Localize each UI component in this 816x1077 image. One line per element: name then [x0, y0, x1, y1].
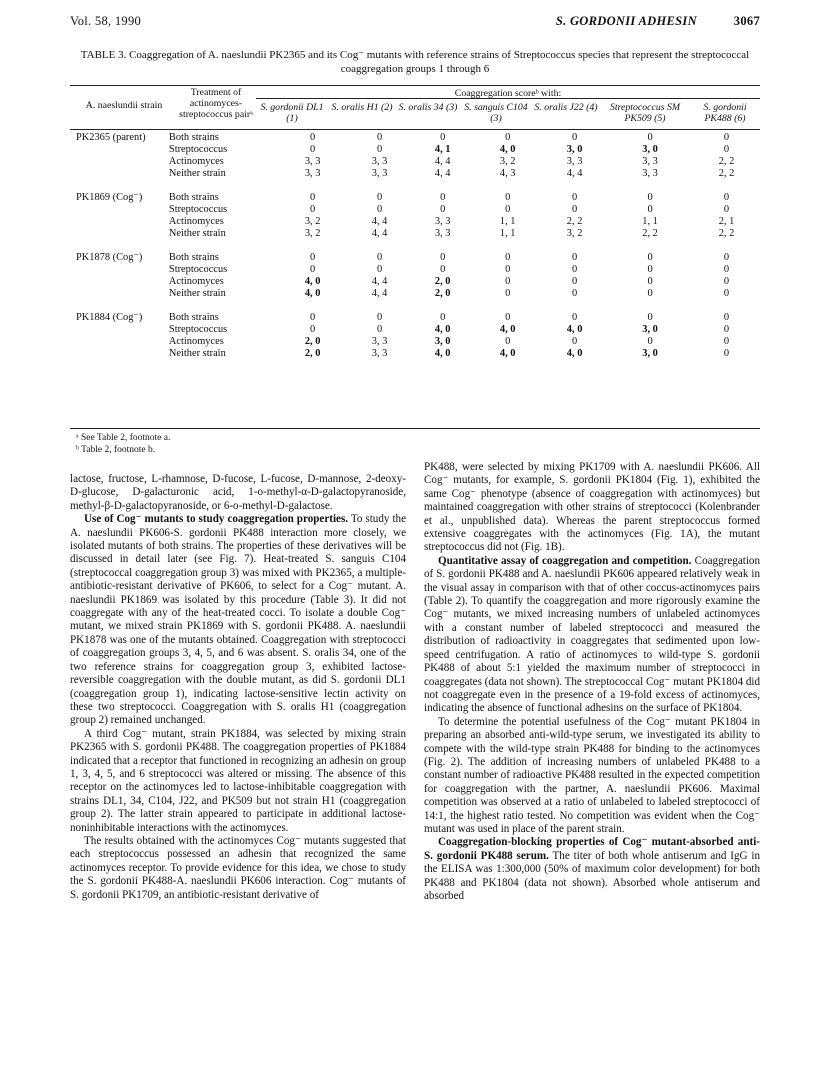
score-column-header: S. oralis H1 (2) [331, 102, 393, 113]
score-cell: 3, 3 [434, 228, 451, 240]
score-cell: 0 [376, 144, 383, 156]
score-cell: 3, 0 [642, 144, 658, 156]
col-strain-header: A. naeslundii strain [85, 100, 163, 111]
score-cell: 3, 2 [566, 228, 583, 240]
score-cell: 4, 0 [434, 347, 451, 359]
table-row [70, 336, 760, 348]
running-header [556, 14, 760, 29]
score-cell: 1, 1 [642, 216, 658, 228]
score-cell: 4, 0 [434, 323, 451, 335]
score-cell: 4, 0 [499, 323, 516, 335]
score-cell: 0 [440, 311, 446, 323]
score-cell: 2, 2 [718, 156, 735, 168]
score-cell: 0 [723, 347, 730, 359]
table-row [70, 288, 760, 300]
score-cell: 0 [310, 191, 316, 203]
table-row [70, 252, 760, 264]
treatment-cell: Streptococcus [168, 263, 228, 275]
score-cell: 0 [572, 132, 578, 143]
paragraph: The results obtained with the actinomyces Cog⁻ mutants suggested that each streptococcus possessed an adhesin that recognized the same actinomyces receptor. To provide evidence for this idea, we chose to study the S. gordonii PK488-A. naeslundii PK606 interaction. Cog⁻ mutants of S. gordonii PK1709, an antibiotic-resistant derivative of [70, 834, 406, 901]
score-cell: 4, 4 [434, 156, 451, 168]
paragraph: lactose, fructose, L-rhamnose, D-fucose, L-fucose, D-mannose, 2-deoxy-D-glucose, D-galacturonic acid, 1-o-methyl-α-D-galactopyranoside, methyl-β-D-galactopyranoside, or 6-o-methyl-D-galactose. [70, 473, 406, 512]
score-cell: 4, 4 [371, 216, 388, 228]
score-column-header: S. oralis J22 (4) [534, 102, 598, 113]
score-cell: 4, 4 [371, 275, 388, 287]
score-cell: 0 [310, 203, 316, 215]
table-bottom-rule [70, 428, 760, 429]
score-cell: 0 [505, 335, 511, 347]
score-cell: 0 [310, 323, 316, 335]
score-cell: 0 [376, 251, 383, 263]
score-cell: 0 [505, 275, 511, 287]
treatment-cell: Actinomyces [168, 156, 224, 168]
score-cell: 0 [572, 311, 578, 323]
running-title: S. GORDONII ADHESIN [555, 14, 697, 28]
score-cell: 0 [723, 203, 730, 215]
score-cell: 0 [647, 203, 653, 215]
page-number: 3067 [733, 14, 760, 28]
score-cell: 2, 1 [718, 216, 735, 228]
treatment-cell: Neither strain [168, 228, 226, 240]
table-row [70, 168, 760, 180]
score-cell: 0 [723, 335, 730, 347]
score-cell: 3, 3 [642, 168, 658, 180]
strain-cell [70, 156, 169, 168]
score-cell: 0 [440, 203, 446, 215]
strain-cell [70, 324, 169, 336]
strain-cell [70, 228, 169, 240]
paragraph: PK488, were selected by mixing PK1709 with A. naeslundii PK606. All Cog⁻ mutants, for example, S. gordonii PK1804 (Fig. 1), exhibited the same Cog⁻ phenotype (absence of coaggregation with actinomyces) but maintained coaggregation with other strains of streptococci (Kolenbrander et al., unpublished data). Whereas the parent streptococcus formed extensive coaggregates with the actinomyces (Fig. 1A), the mutant streptococcus did not (Fig. 1B). [424, 461, 760, 554]
score-cell: 0 [376, 323, 383, 335]
score-cell: 0 [647, 263, 653, 275]
score-cell: 2, 0 [434, 288, 451, 300]
score-cell: 4, 0 [566, 323, 583, 335]
score-cell: 4, 0 [304, 288, 321, 300]
treatment-cell: Both strains [168, 311, 219, 323]
score-cell: 2, 0 [304, 335, 321, 347]
score-cell: 1, 1 [499, 216, 516, 228]
score-cell: 0 [723, 323, 730, 335]
strain-cell: PK1884 (Cog⁻) [76, 311, 143, 323]
score-cell: 0 [572, 251, 578, 263]
treatment-cell: Both strains [168, 132, 219, 143]
table-row [70, 144, 760, 156]
table-row [70, 204, 760, 216]
score-cell: 4, 1 [434, 144, 451, 156]
paragraph: To determine the potential usefulness of the Cog⁻ mutant PK1804 in preparing an absorbed anti-wild-type serum, we investigated its ability to compete with the wild-type strain PK488 for binding to the actinomyces (Fig. 2). The addition of increasing numbers of unlabeled PK488 to a constant number of radioactive PK488 resulted in the expected competition for coaggregation with the partner, A. naeslundii PK606. Maximal competition was observed at a ratio of unlabeled to labeled streptococci of 14:1, the highest ratio tested. No competition was evident when the Cog⁻ mutant was used in place of the parent strain. [424, 715, 760, 835]
score-cell: 3, 0 [434, 335, 451, 347]
score-cell: 0 [723, 311, 730, 323]
score-cell: 0 [647, 288, 653, 300]
score-cell: 0 [376, 191, 383, 203]
score-cell: 0 [505, 263, 511, 275]
paragraph: Coaggregation-blocking properties of Cog⁻ mutant-absorbed anti-S. gordonii PK488 serum. The titer of both whole antiserum and IgG in the ELISA was 1:300,000 (50% of maximum color development) for both PK488 and PK1804 (data not shown). Absorbed whole antiserum and absorbed [424, 836, 760, 902]
right-text-column [424, 461, 760, 903]
table-row [70, 228, 760, 240]
score-cell: 0 [723, 288, 730, 300]
score-cell: 3, 3 [434, 216, 451, 228]
score-cell: 4, 4 [566, 168, 583, 180]
score-cell: 0 [647, 191, 653, 203]
score-cell: 0 [647, 275, 653, 287]
paragraph: Use of Cog⁻ mutants to study coaggregation properties. To study the A. naeslundii PK606-S. gordonii PK488 interaction more closely, we isolated mutants of both strains. The properties of these derivatives will be discussed in detail later (see Fig. 7). Heat-treated S. sanguis C104 (streptococcal coaggregation group 3) was mixed with PK2365, a multiple-antibiotic-resistant derivative of PK606, to select for a Cog⁻ mutant. A. naeslundii PK1869 was isolated by this procedure (Table 3). It did not coaggregate with any of the heat-treated cocci. To isolate a double Cog⁻ mutant, we mixed strain PK1869 with S. gordonii PK488. A. naeslundii PK1878 was one of the mutants obtained. Coaggregation with streptococci of coaggregation groups 3, 4, 5, and 6 was absent. S. oralis 34, one of the two reference strains for coaggregation group 3, exhibited lactose-reversible coaggregation with the double mutant, as did S. gordonii DL1 (coaggregation group 1), indicating lactose-sensitive lectin activity on these two streptococci. Coaggregation with S. oralis H1 (coaggregation group 2) remained unchanged. [70, 513, 406, 727]
score-cell: 4, 0 [499, 144, 516, 156]
group-spacer [70, 180, 760, 192]
score-cell: 3, 0 [566, 144, 583, 156]
paragraph: Quantitative assay of coaggregation and competition. Coaggregation of S. gordonii PK488 and A. naeslundii PK606 appeared relatively weak in the visual assay in comparison with that of other coccus-actinomyces pairs (Table 2). To quantify the coaggregation and more rigorously examine the Cog⁻ mutants, we mixed increasing numbers of unlabeled actinomyces with a constant number of labeled streptococci and measured the distribution of radioactivity in coaggregates that sedimented upon low-speed centrifugation. A ratio of actinomyces to wild-type S. gordonii PK488 of about 5:1 yielded the maximum number of streptococci in coaggregates (data not shown). The streptococcal Cog⁻ mutant PK1804 did not coaggregate even in the presence of a 19-fold excess of actinomyces, indicating the absence of functional adhesins on the surface of PK1804. [424, 554, 760, 715]
strain-cell [70, 276, 169, 288]
strain-cell [70, 264, 169, 276]
score-cell: 0 [505, 288, 511, 300]
score-cell: 0 [310, 251, 316, 263]
coaggregation-table [70, 132, 760, 360]
score-cell: 3, 0 [642, 347, 658, 359]
score-cell: 0 [440, 132, 446, 143]
score-cell: 0 [376, 263, 383, 275]
section-heading: Coaggregation-blocking properties of Cog⁻ mutant-absorbed anti-S. gordonii PK488 serum. [424, 836, 760, 862]
score-cell: 3, 3 [371, 156, 388, 168]
table-top-rule [70, 85, 760, 86]
strain-cell: PK1869 (Cog⁻) [76, 191, 143, 203]
score-cell: 1, 1 [499, 228, 516, 240]
score-column-header: S. oralis 34 (3) [398, 102, 458, 113]
score-cell: 3, 3 [371, 347, 388, 359]
paragraph: A third Cog⁻ mutant, strain PK1884, was selected by mixing strain PK2365 with S. gordonii PK488. The coaggregation properties of PK1884 indicated that a receptor that functioned in recognizing an adhesin on group 1, 3, 4, 5, and 6 streptococci was altered or missing. The absence of this receptor on the actinomyces led to lactose-inhibitable coaggregation with strains DL1, 34, C104, J22, and PK509 but not strain H1 (coaggregation group 2). The latter strain appeared to participate in additional lactose-noninhibitable interactions with the actinomyces. [70, 727, 406, 834]
score-cell: 2, 2 [642, 228, 658, 240]
treatment-cell: Streptococcus [168, 203, 228, 215]
table-footnotes [76, 432, 170, 456]
score-cell: 0 [505, 132, 511, 143]
score-cell: 0 [723, 251, 730, 263]
score-cell: 0 [440, 251, 446, 263]
treatment-cell: Neither strain [168, 168, 226, 180]
table-row [70, 264, 760, 276]
table-row [70, 156, 760, 168]
treatment-cell: Actinomyces [168, 216, 224, 228]
score-cell: 2, 2 [718, 228, 735, 240]
score-cell: 2, 2 [566, 216, 583, 228]
score-cell: 0 [440, 263, 446, 275]
score-cell: 3, 2 [499, 156, 516, 168]
treatment-cell: Both strains [168, 191, 219, 203]
score-cell: 2, 2 [718, 168, 735, 180]
score-cell: 0 [647, 132, 653, 143]
treatment-cell: Actinomyces [168, 275, 224, 287]
table-row [70, 324, 760, 336]
score-cell: 4, 4 [434, 168, 451, 180]
strain-cell: PK2365 (parent) [76, 132, 146, 143]
group-spacer [70, 240, 760, 252]
score-cell: 0 [505, 191, 511, 203]
score-cell: 2, 0 [304, 347, 321, 359]
score-column-header: S. sanguis C104 (3) [464, 102, 528, 124]
score-column-header: Streptococcus SM PK509 (5) [609, 102, 681, 124]
score-cell: 4, 3 [499, 168, 516, 180]
col-score-header: Coaggregation scoreᵇ with: [454, 88, 562, 99]
score-cell: 2, 0 [434, 275, 451, 287]
section-heading: Use of Cog⁻ mutants to study coaggregation properties. [84, 513, 349, 526]
table-row [70, 348, 760, 360]
treatment-cell: Neither strain [168, 347, 226, 359]
score-cell: 0 [310, 311, 316, 323]
col-treatment-header: Treatment of actinomyces-streptococcus pairᵃ [179, 87, 253, 120]
score-cell: 4, 0 [304, 275, 321, 287]
score-cell: 0 [505, 251, 511, 263]
score-cell: 0 [310, 132, 316, 143]
strain-cell [70, 336, 169, 348]
score-cell: 3, 0 [642, 323, 658, 335]
table-row [70, 132, 760, 144]
score-cell: 0 [572, 263, 578, 275]
score-cell: 0 [376, 132, 383, 143]
table-row [70, 192, 760, 204]
footnote-b: ᵇ Table 2, footnote b. [76, 445, 156, 455]
score-cell: 0 [723, 144, 730, 156]
strain-cell [70, 348, 169, 360]
score-cell: 3, 3 [304, 168, 321, 180]
score-cell: 0 [647, 251, 653, 263]
score-cell: 0 [310, 263, 316, 275]
score-cell: 0 [376, 203, 383, 215]
score-cell: 3, 3 [304, 156, 321, 168]
strain-cell [70, 216, 169, 228]
volume-header: Vol. 58, 1990 [70, 14, 142, 28]
treatment-cell: Both strains [168, 251, 219, 263]
table-row [70, 276, 760, 288]
footnote-a: ᵃ See Table 2, footnote a. [76, 433, 171, 443]
score-cell: 0 [723, 191, 730, 203]
score-cell: 0 [572, 335, 578, 347]
score-column-header: S. gordonii PK488 (6) [703, 102, 747, 124]
strain-cell [70, 144, 169, 156]
section-heading: Quantitative assay of coaggregation and competition. [438, 554, 692, 567]
score-cell: 0 [572, 275, 578, 287]
treatment-cell: Streptococcus [168, 144, 228, 156]
strain-cell: PK1878 (Cog⁻) [76, 251, 143, 263]
score-cell: 4, 0 [566, 347, 583, 359]
score-cell: 0 [647, 311, 653, 323]
left-text-column [70, 473, 406, 902]
treatment-cell: Streptococcus [168, 323, 228, 335]
strain-cell [70, 288, 169, 300]
score-cell: 3, 3 [642, 156, 658, 168]
score-cell: 0 [572, 191, 578, 203]
score-cell: 0 [505, 203, 511, 215]
score-cell: 0 [723, 263, 730, 275]
score-cell: 0 [310, 144, 316, 156]
score-cell: 0 [647, 335, 653, 347]
score-cell: 3, 3 [566, 156, 583, 168]
score-cell: 0 [440, 191, 446, 203]
table-caption: TABLE 3. Coaggregation of A. naeslundii PK2365 and its Cog⁻ mutants with reference strains of Streptococcus species that represent the streptococcal coaggregation groups 1 through 6 [80, 49, 750, 75]
treatment-cell: Actinomyces [168, 335, 224, 347]
treatment-cell: Neither strain [168, 288, 226, 300]
header-bottom-rule [70, 129, 760, 130]
score-cell: 0 [376, 311, 383, 323]
score-cell: 3, 2 [304, 216, 321, 228]
score-cell: 3, 3 [371, 168, 388, 180]
score-cell: 0 [572, 203, 578, 215]
score-cell: 0 [723, 132, 730, 143]
score-cell: 0 [505, 311, 511, 323]
score-cell: 4, 0 [499, 347, 516, 359]
score-cell: 4, 4 [371, 228, 388, 240]
table-row [70, 216, 760, 228]
score-cell: 4, 4 [371, 288, 388, 300]
table-row [70, 312, 760, 324]
score-column-header: S. gordonii DL1 (1) [260, 102, 324, 124]
score-cell: 0 [723, 275, 730, 287]
strain-cell [70, 204, 169, 216]
score-cell: 0 [572, 288, 578, 300]
strain-cell [70, 168, 169, 180]
score-cell: 3, 3 [371, 335, 388, 347]
score-cell: 3, 2 [304, 228, 321, 240]
group-spacer [70, 300, 760, 312]
